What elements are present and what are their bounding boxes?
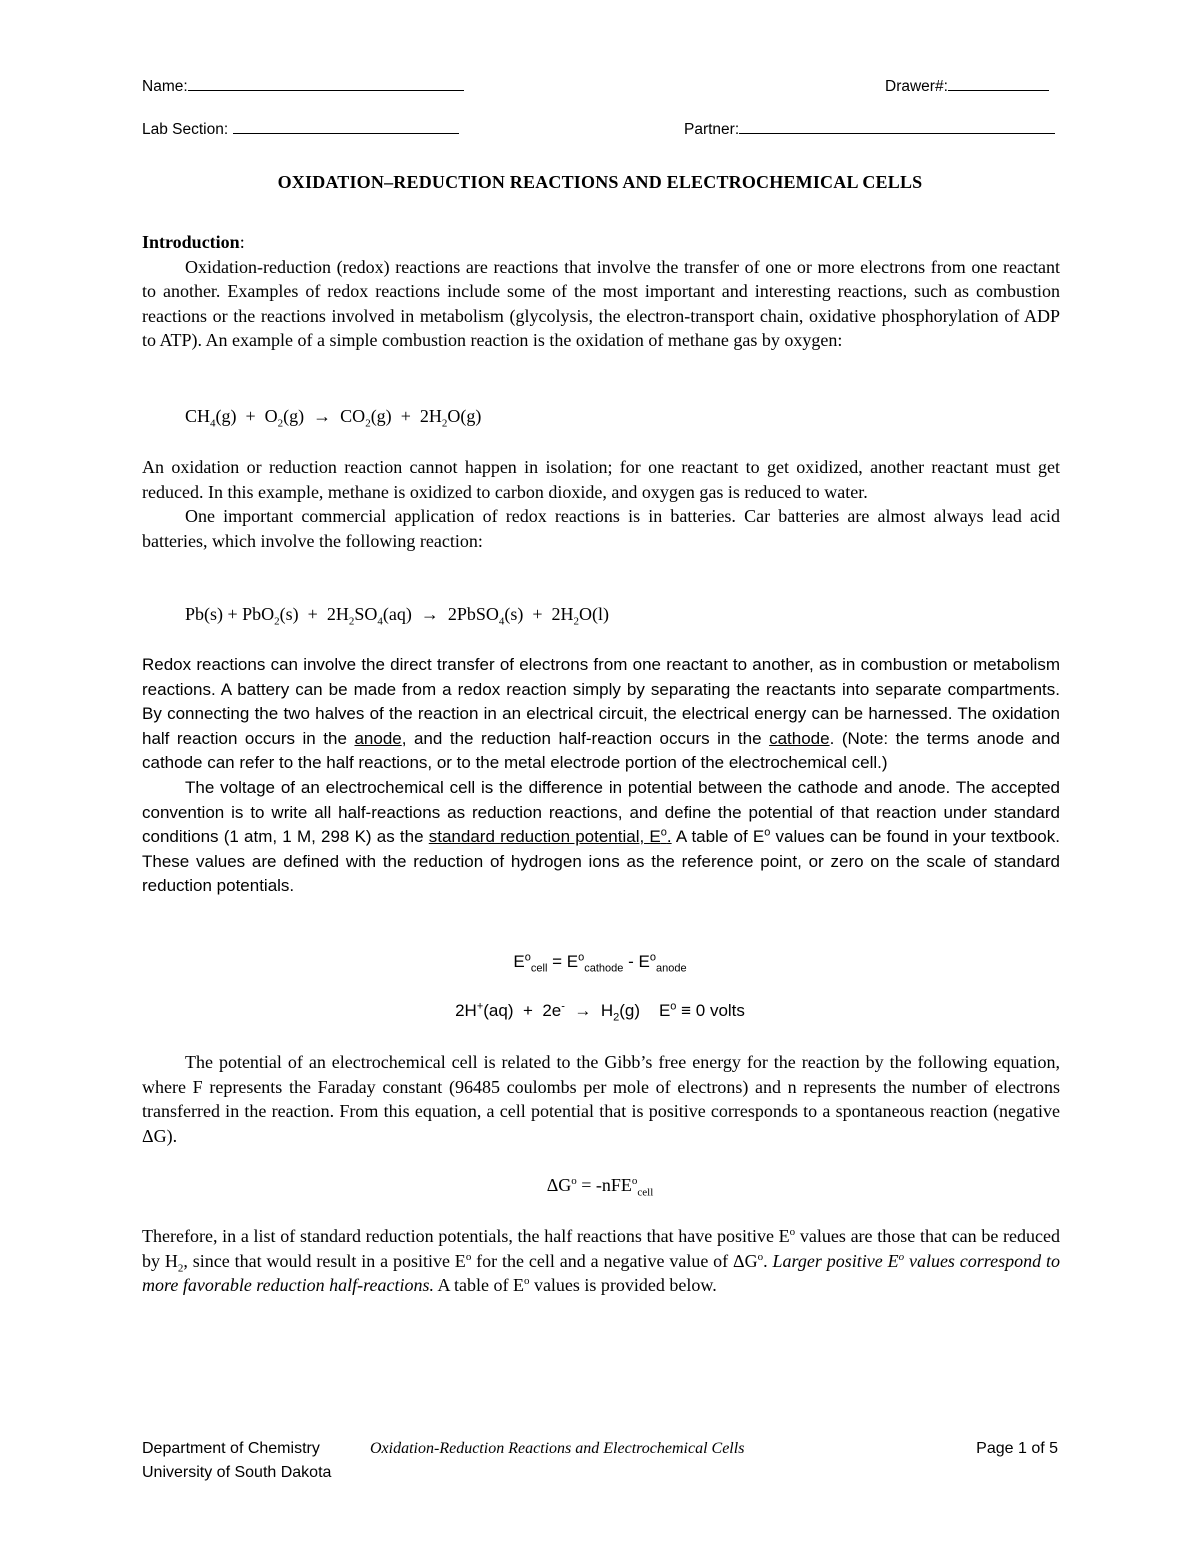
lab-section-field[interactable] <box>142 119 459 139</box>
document-title: OXIDATION–REDUCTION REACTIONS AND ELECTROCHEMICAL CELLS <box>277 172 923 192</box>
intro-heading-colon: : <box>239 232 245 252</box>
intro-paragraph-7: Therefore, in a list of standard reduction potentials, the half reactions that have positive $E^o$ values are those that can be reduced by $H_2$, since that would result in a positive $E^o$ for the cell and a negative value of $\Delta G^o$. Larger positive $E^o$ values correspond to more favorable reduction half-reactions. A table of $E^o$ values is provided below. <box>142 1226 1061 1296</box>
standard-reduction-potential-term: standard reduction potential, $E^o$. <box>428 826 672 847</box>
methane-combustion-equation: $CH_4(g) + O_2(g) \to CO_2(g) + 2H_2O(g)$ <box>185 406 482 430</box>
intro-paragraph-1: Oxidation-reduction (redox) reactions are reactions that involve the transfer of one or more electrons from one reactant to another. Examples of redox reactions include some of the most important and interesting reactions, such as combustion reactions or the reactions involved in metabolism (glycolysis, the electron-transport chain, oxidative phosphorylation of ADP to ATP). An example of a simple combustion reaction is the oxidation of methane gas by oxygen: <box>142 256 1060 351</box>
footer-page-number: Page 1 of 5 <box>976 1440 1058 1457</box>
partner-label: Partner: <box>684 121 740 138</box>
emphasis-text: Larger positive $E^o$ values correspond to more favorable reduction half-reactions. <box>142 1250 1061 1296</box>
intro-paragraphs-2-3 <box>142 455 1060 553</box>
intro-paragraph-6: The potential of an electrochemical cell is related to the Gibb’s free energy for the reaction by the following equation, where F represents the Faraday constant (96485 coulombs per mole of electrons) and n represents the number of electrons transferred in the reaction. From this equation, a cell potential that is positive corresponds to a spontaneous reaction (negative ΔG). <box>142 1052 1060 1146</box>
lead-acid-equation: $Pb(s) + PbO_2(s) + 2H_2SO_4(aq)$ → 2PbSO$_4$(s) + $2H_2O(l)$ <box>185 604 610 628</box>
name-label: Name: <box>142 78 188 95</box>
drawer-field[interactable] <box>885 76 1049 96</box>
hydrogen-reference-equation: $2H^+(aq) + 2e^- \to H_2(g)$ $E^o \equiv 0$ volts <box>455 1000 745 1024</box>
intro-paragraph-3: One important commercial application of redox reactions is in batteries. Car batteries are almost always lead acid batteries, which involve the following reaction: <box>142 506 1060 551</box>
lab-section-blank[interactable] <box>233 119 459 134</box>
footer-university: University of South Dakota <box>142 1464 332 1481</box>
partner-blank[interactable] <box>739 119 1055 134</box>
gibbs-energy-equation: $\Delta G^o = -nFE^o_{cell}$ <box>546 1175 654 1199</box>
intro-paragraph-5: The voltage of an electrochemical cell is the difference in potential between the cathode and anode. The accepted convention is to write all half-reactions as reduction reactions, and define the potential of that reaction under standard conditions (1 atm, 1 M, 298 K) as the standard reduction potential, $E^o$. A table of $E^o$ values can be found in your textbook. These values are defined with the reduction of hydrogen ions as the reference point, or zero on the scale of standard reduction potentials. <box>142 777 1060 896</box>
lab-section-label: Lab Section: <box>142 121 229 138</box>
intro-section <box>142 230 1060 353</box>
intro-heading: Introduction <box>142 232 240 252</box>
footer-department: Department of Chemistry <box>142 1440 320 1457</box>
drawer-blank[interactable] <box>948 76 1049 91</box>
name-blank[interactable] <box>188 76 464 91</box>
intro-paragraph-4: Redox reactions can involve the direct transfer of electrons from one reactant to another, as in combustion or metabolism reactions. A battery can be made from a redox reaction simply by separating the reactants into separate compartments. By connecting the two halves of the reaction in an electrical circuit, the electrical energy can be harnessed. The oxidation half reaction occurs in the anode, and the reduction half-reaction occurs in the cathode. (Note: the terms anode and cathode can refer to the half reactions, or to the metal electrode portion of the electrochemical cell.) <box>142 655 1060 773</box>
intro-paragraph-2: An oxidation or reduction reaction cannot happen in isolation; for one reactant to get oxidized, another reactant must get reduced. In this example, methane is oxidized to carbon dioxide, and oxygen gas is reduced to water. <box>142 457 1060 502</box>
partner-field[interactable] <box>684 119 1055 139</box>
drawer-label: Drawer#: <box>885 78 948 95</box>
cathode-term: cathode <box>769 728 830 748</box>
cell-potential-equation: $E^o_{cell} = E^o_{cathode} - E^o_{anode}$ <box>513 951 687 975</box>
name-field[interactable] <box>142 76 464 96</box>
intro-paragraphs-4-5 <box>142 653 1060 899</box>
footer-course-title: Oxidation-Reduction Reactions and Electrochemical Cells <box>370 1440 745 1457</box>
anode-term: anode <box>354 728 402 748</box>
